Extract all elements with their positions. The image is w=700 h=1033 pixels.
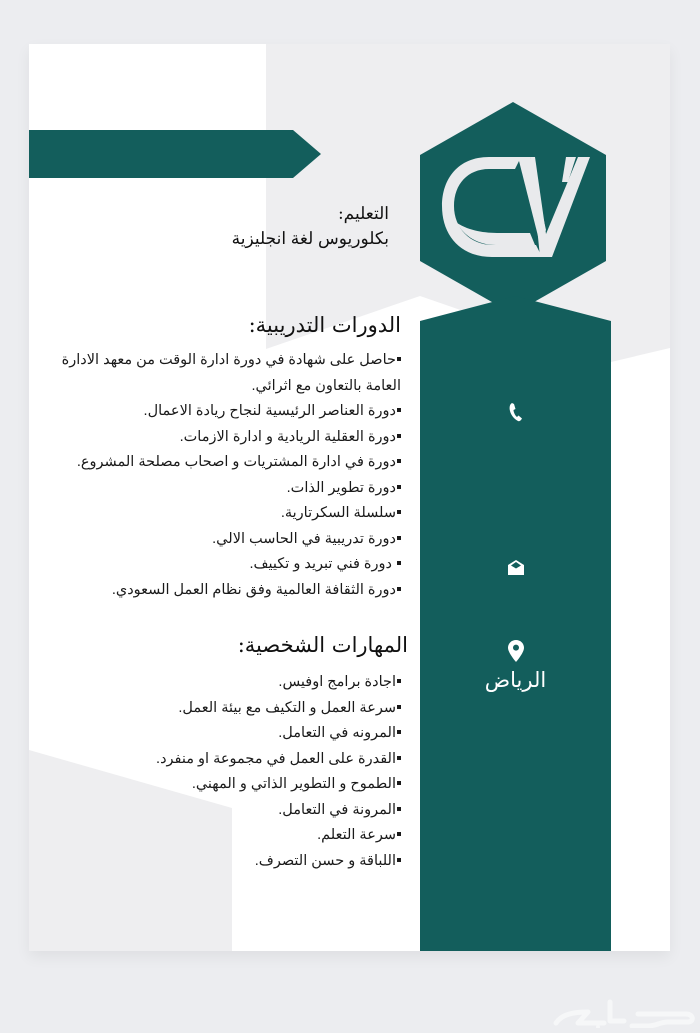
contact-location <box>420 640 611 692</box>
skills-section <box>48 630 408 874</box>
phone-icon <box>509 402 523 422</box>
bullet-icon <box>397 807 401 811</box>
contact-phone <box>420 402 611 422</box>
bullet-icon <box>397 705 401 709</box>
training-item: دورة الثقافة العالمية وفق نظام العمل السعودي. <box>35 578 401 604</box>
bullet-icon <box>397 561 401 565</box>
skill-item: سرعة التعلم. <box>48 823 401 849</box>
bullet-icon <box>397 510 401 514</box>
skills-title: المهارات الشخصية: <box>237 633 408 657</box>
training-item: سلسلة السكرتارية. <box>35 501 401 527</box>
education-section <box>89 202 389 252</box>
skill-item: الطموح و التطوير الذاتي و المهني. <box>48 772 401 798</box>
bullet-icon <box>397 485 401 489</box>
bullet-icon <box>397 756 401 760</box>
bullet-icon <box>397 587 401 591</box>
location-text: الرياض <box>484 668 547 692</box>
training-section <box>35 310 401 603</box>
training-item: دورة فني تبريد و تكييف. <box>35 552 401 578</box>
skills-list <box>48 670 401 874</box>
bullet-icon <box>397 408 401 412</box>
skill-item: اللباقة و حسن التصرف. <box>48 849 401 875</box>
skill-item: المرونة في التعامل. <box>48 798 401 824</box>
training-title: الدورات التدريبية: <box>248 313 401 337</box>
bullet-icon <box>397 536 401 540</box>
bullet-icon <box>397 730 401 734</box>
bullet-icon <box>397 832 401 836</box>
education-value: بكلوريوس لغة انجليزية <box>231 229 389 248</box>
bullet-icon <box>397 434 401 438</box>
skill-item: القدرة على العمل في مجموعة او منفرد. <box>48 747 401 773</box>
training-item: دورة تدريبية في الحاسب الالي. <box>35 527 401 553</box>
map-pin-icon <box>508 640 524 662</box>
skill-item: المرونه في التعامل. <box>48 721 401 747</box>
skill-item: سرعة العمل و التكيف مع بيئة العمل. <box>48 696 401 722</box>
education-title: التعليم: <box>337 204 389 224</box>
training-item: حاصل على شهادة في دورة ادارة الوقت من معهد الادارة العامة بالتعاون مع اثرائي. <box>61 352 401 394</box>
cv-page <box>29 44 670 951</box>
training-list <box>35 348 401 603</box>
skill-item: اجادة برامج اوفيس. <box>48 670 401 696</box>
bullet-icon <box>397 459 401 463</box>
bullet-icon <box>397 679 401 683</box>
bullet-icon <box>397 357 401 361</box>
training-item: دورة العقلية الريادية و ادارة الازمات. <box>35 425 401 451</box>
bullet-icon <box>397 858 401 862</box>
bullet-icon <box>397 781 401 785</box>
haraj-watermark-logo <box>548 996 698 1028</box>
header-banner-arrow <box>29 130 321 178</box>
contact-email <box>420 560 611 575</box>
training-item: دورة في ادارة المشتريات و اصحاب مصلحة المشروع. <box>35 450 401 476</box>
training-item: دورة العناصر الرئيسية لنجاح ريادة الاعمال. <box>35 399 401 425</box>
envelope-open-icon <box>508 560 524 575</box>
training-item: دورة تطوير الذات. <box>35 476 401 502</box>
contact-column <box>420 296 611 951</box>
cv-logo-icon <box>418 102 608 314</box>
